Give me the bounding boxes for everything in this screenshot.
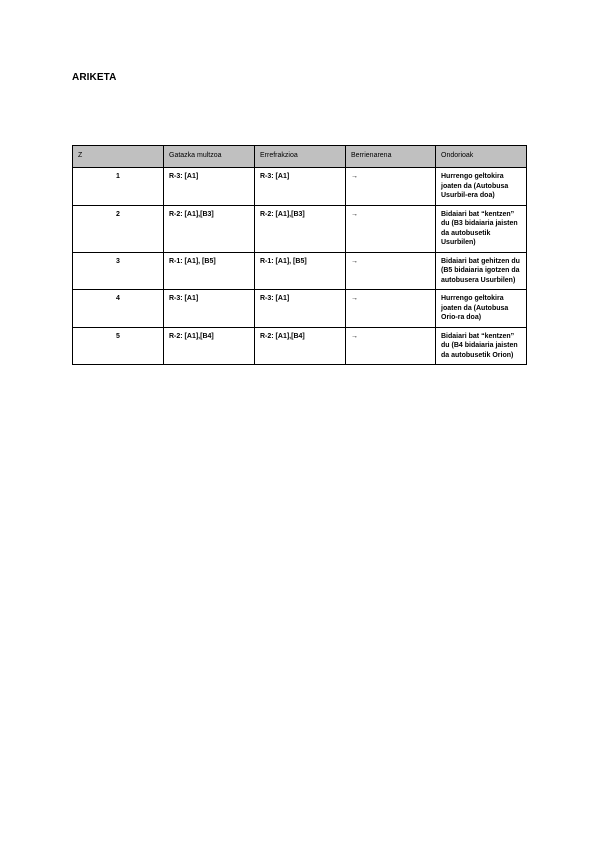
table-row	[73, 205, 527, 252]
cell-z: 5	[73, 327, 164, 365]
cell-ondorioak: Bidaiari bat “kentzen” du (B4 bidaiaria jaisten da autobusetik Orion)	[436, 327, 527, 365]
table-row	[73, 168, 527, 206]
cell-berrienarena-arrow: →	[346, 290, 436, 328]
cell-ondorioak: Bidaiari bat “kentzen” du (B3 bidaiaria jaisten da autobusetik Usurbilen)	[436, 205, 527, 252]
cell-berrienarena-arrow: →	[346, 168, 436, 206]
cell-ondorioak: Hurrengo geltokira joaten da (Autobusa Orio-ra doa)	[436, 290, 527, 328]
cell-ondorioak: Bidaiari bat gehitzen du (B5 bidaiaria igotzen da autobusera Usurbilen)	[436, 252, 527, 290]
cell-errefrakzioa: R-3: [A1]	[255, 290, 346, 328]
cell-gatazka-multzoa: R-2: [A1],[B4]	[164, 327, 255, 365]
header-berrienarena: Berrienarena	[346, 146, 436, 168]
cell-errefrakzioa: R-3: [A1]	[255, 168, 346, 206]
cell-gatazka-multzoa: R-3: [A1]	[164, 290, 255, 328]
cell-z: 2	[73, 205, 164, 252]
cell-berrienarena-arrow: →	[346, 327, 436, 365]
page-title: ARIKETA	[72, 72, 117, 83]
cell-errefrakzioa: R-2: [A1],[B3]	[255, 205, 346, 252]
cell-berrienarena-arrow: →	[346, 252, 436, 290]
cell-z: 1	[73, 168, 164, 206]
table-row	[73, 290, 527, 328]
cell-gatazka-multzoa: R-1: [A1], [B5]	[164, 252, 255, 290]
cell-gatazka-multzoa: R-3: [A1]	[164, 168, 255, 206]
cell-gatazka-multzoa: R-2: [A1],[B3]	[164, 205, 255, 252]
header-ondorioak: Ondorioak	[436, 146, 527, 168]
cell-z: 3	[73, 252, 164, 290]
cell-errefrakzioa: R-1: [A1], [B5]	[255, 252, 346, 290]
header-errefrakzioa: Errefrakzioa	[255, 146, 346, 168]
table-row	[73, 252, 527, 290]
cell-z: 4	[73, 290, 164, 328]
cell-errefrakzioa: R-2: [A1],[B4]	[255, 327, 346, 365]
exercise-table	[72, 145, 527, 365]
header-z: Z	[73, 146, 164, 168]
header-gatazka-multzoa: Gatazka multzoa	[164, 146, 255, 168]
table-header-row	[73, 146, 527, 168]
table-row	[73, 327, 527, 365]
cell-ondorioak: Hurrengo geltokira joaten da (Autobusa Usurbil-era doa)	[436, 168, 527, 206]
cell-berrienarena-arrow: →	[346, 205, 436, 252]
